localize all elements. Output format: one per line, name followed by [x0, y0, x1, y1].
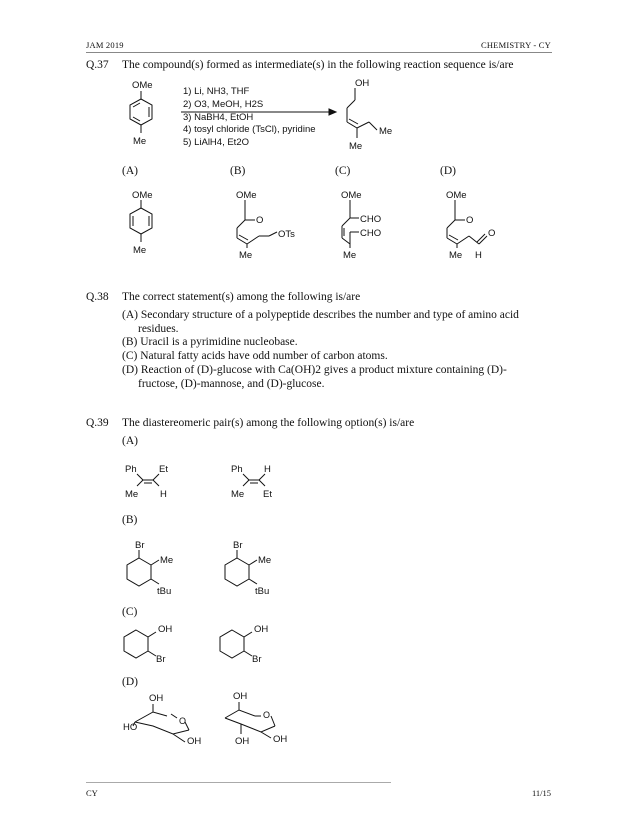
header-right: CHEMISTRY - CY: [480, 40, 551, 50]
svg-text:Me: Me: [239, 250, 253, 261]
q39-option-c-label: (C): [122, 606, 138, 618]
q38-statement-c: (C) Natural fatty acids have odd number of carbon atoms.: [122, 350, 388, 362]
cyclohexane-b2: [225, 540, 271, 597]
svg-text:OH: OH: [149, 693, 164, 704]
svg-text:Me: Me: [349, 141, 363, 152]
q39-option-a-structures: [115, 456, 315, 504]
svg-text:Me: Me: [258, 555, 272, 566]
svg-text:O: O: [488, 228, 496, 239]
q37-option-structures: [115, 186, 515, 264]
q38-text: The correct statement(s) among the following is/are: [122, 291, 361, 303]
svg-text:Ph: Ph: [125, 464, 137, 475]
svg-text:5) LiAlH4, Et2O: 5) LiAlH4, Et2O: [183, 137, 249, 148]
cyclohexane-b1: [127, 540, 173, 597]
alkene-1: [125, 464, 168, 500]
q37-text: The compound(s) formed as intermediate(s) in the following reaction sequence is/are: [122, 59, 514, 71]
footer-left: CY: [86, 788, 98, 798]
alkene-2: [231, 464, 272, 500]
svg-text:OH: OH: [187, 736, 202, 747]
q39-option-d-structures: [115, 686, 315, 750]
product-structure: [347, 78, 392, 152]
svg-text:tBu: tBu: [157, 586, 172, 597]
svg-text:OH: OH: [233, 691, 248, 702]
svg-text:Me: Me: [343, 250, 357, 261]
q39-option-c-structures: [115, 618, 315, 668]
q39-option-a-label: (A): [122, 435, 138, 447]
reactant-anisole-structure: [130, 80, 153, 147]
pyranose-chair-2: [225, 691, 287, 747]
svg-text:OMe: OMe: [446, 190, 467, 201]
q38-statement-a: (A) Secondary structure of a polypeptide describes the number and type of amino acid residues.: [122, 309, 519, 335]
svg-text:OH: OH: [355, 78, 370, 89]
q37-option-d-label: (D): [440, 165, 456, 177]
q37-structure-b: [236, 190, 295, 261]
svg-text:OMe: OMe: [132, 80, 153, 91]
svg-text:CHO: CHO: [360, 228, 382, 239]
svg-text:O: O: [256, 215, 264, 226]
cyclohexane-c2: [220, 624, 268, 665]
footer-rule: [86, 782, 391, 783]
svg-text:OMe: OMe: [132, 190, 153, 201]
svg-text:Et: Et: [263, 489, 272, 500]
q37-option-c-label: (C): [335, 165, 351, 177]
svg-text:Me: Me: [449, 250, 463, 261]
svg-text:2) O3, MeOH, H2S: 2) O3, MeOH, H2S: [183, 99, 264, 110]
q37-option-a-label: (A): [122, 165, 138, 177]
svg-text:Ph: Ph: [231, 464, 243, 475]
svg-text:3) NaBH4, EtOH: 3) NaBH4, EtOH: [183, 112, 254, 123]
q37-reaction-scheme: [115, 72, 445, 154]
svg-text:H: H: [160, 489, 167, 500]
reagent-steps: [183, 86, 316, 148]
svg-text:OMe: OMe: [341, 190, 362, 201]
svg-text:HO: HO: [123, 722, 138, 733]
svg-text:OTs: OTs: [278, 229, 295, 240]
svg-text:O: O: [179, 716, 187, 726]
q39-text: The diastereomeric pair(s) among the following option(s) is/are: [122, 417, 415, 429]
svg-text:O: O: [466, 215, 474, 226]
q37-number: Q.37: [86, 59, 109, 71]
svg-text:Me: Me: [133, 245, 147, 256]
svg-text:O: O: [263, 710, 271, 720]
svg-text:CHO: CHO: [360, 214, 382, 225]
cyclohexane-c1: [124, 624, 172, 665]
svg-text:tBu: tBu: [255, 586, 270, 597]
svg-text:Br: Br: [156, 654, 166, 665]
svg-text:OH: OH: [254, 624, 269, 635]
svg-text:OMe: OMe: [236, 190, 257, 201]
svg-text:Br: Br: [135, 540, 145, 551]
header-left: JAM 2019: [86, 40, 124, 50]
header-rule: [86, 52, 552, 53]
svg-text:Me: Me: [231, 489, 245, 500]
svg-text:4) tosyl chloride (TsCl), pyri: 4) tosyl chloride (TsCl), pyridine: [183, 124, 316, 135]
q38-statement-b: (B) Uracil is a pyrimidine nucleobase.: [122, 336, 298, 348]
svg-text:OH: OH: [273, 734, 288, 745]
q39-option-b-structures: [115, 536, 315, 598]
q37-structure-c: [341, 190, 381, 261]
q37-structure-d: [446, 190, 495, 261]
q37-option-b-label: (B): [230, 165, 246, 177]
svg-text:H: H: [475, 250, 482, 261]
q38-statement-d: (D) Reaction of (D)-glucose with Ca(OH)2 gives a product mixture containing (D)- fructose, (D)-mannose, and (D)-glucose.: [122, 364, 507, 390]
svg-text:Br: Br: [252, 654, 262, 665]
footer-page-number: 11/15: [531, 788, 551, 798]
pyranose-chair-1: [123, 693, 201, 747]
svg-text:OH: OH: [158, 624, 173, 635]
svg-text:Me: Me: [125, 489, 139, 500]
q39-option-b-label: (B): [122, 514, 138, 526]
svg-text:Me: Me: [133, 136, 147, 147]
svg-text:Br: Br: [233, 540, 243, 551]
q39-option-d-label: (D): [122, 676, 138, 688]
svg-text:H: H: [264, 464, 271, 475]
svg-text:1) Li, NH3, THF: 1) Li, NH3, THF: [183, 86, 250, 97]
svg-text:Et: Et: [159, 464, 168, 475]
q37-structure-a: [130, 190, 153, 256]
q39-number: Q.39: [86, 417, 109, 429]
q38-number: Q.38: [86, 291, 109, 303]
svg-text:OH: OH: [235, 736, 250, 747]
svg-text:Me: Me: [160, 555, 174, 566]
svg-text:Me: Me: [379, 126, 393, 137]
